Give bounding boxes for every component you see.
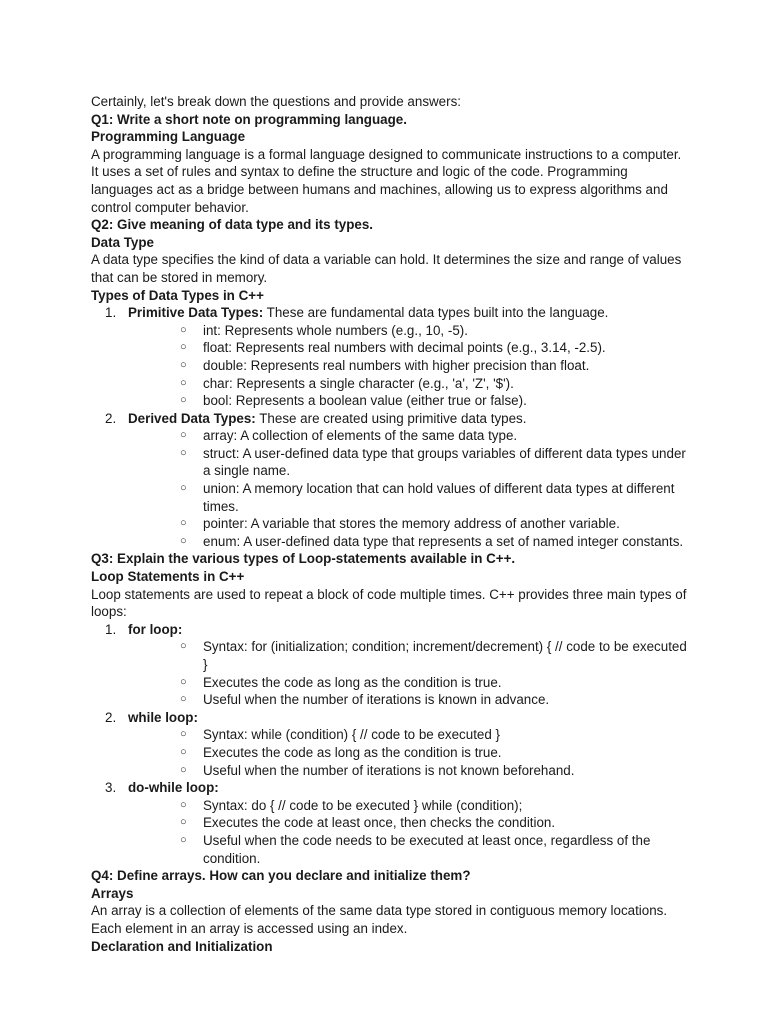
- q3-question: Q3: Explain the various types of Loop-statements available in C++.: [91, 551, 516, 567]
- list-number: 1.: [105, 621, 117, 637]
- sub-item: [128, 339, 691, 357]
- sub-item-text: array: A collection of elements of the same data type.: [203, 428, 518, 444]
- q2-types-heading: Types of Data Types in C++: [91, 287, 264, 303]
- list-number: 3.: [105, 780, 117, 796]
- list-number: 1.: [105, 305, 117, 321]
- document-page: [91, 93, 691, 955]
- sub-item-text: struct: A user-defined data type that groups variables of different data types under a single name.: [203, 445, 686, 479]
- bullet-icon: ○: [180, 798, 187, 811]
- sub-item: [128, 762, 691, 780]
- q2-body: A data type specifies the kind of data a variable can hold. It determines the size and range of values that can be stored in memory.: [91, 252, 682, 285]
- sub-item-text: Executes the code as long as the condition is true.: [203, 674, 502, 690]
- q3-loop-item: [91, 709, 691, 779]
- q1-question: Q1: Write a short note on programming language.: [91, 111, 407, 127]
- item-title: do-while loop:: [128, 780, 219, 796]
- bullet-icon: ○: [180, 763, 187, 776]
- sub-list: [128, 726, 691, 779]
- sub-item-text: float: Represents real numbers with decimal points (e.g., 3.14, -2.5).: [203, 340, 606, 356]
- sub-list: [128, 427, 691, 550]
- sub-item: [128, 533, 691, 551]
- q2-type-list: [91, 304, 691, 550]
- q1-heading: Programming Language: [91, 129, 246, 145]
- bullet-icon: ○: [180, 341, 187, 354]
- sub-item: [128, 832, 691, 867]
- q3-body: Loop statements are used to repeat a block of code multiple times. C++ provides three main types of loops:: [91, 586, 687, 620]
- bullet-icon: ○: [180, 816, 187, 829]
- sub-list: [128, 638, 691, 708]
- intro-text: Certainly, let's break down the questions and provide answers:: [91, 94, 462, 109]
- sub-item: [128, 638, 691, 673]
- bullet-icon: ○: [180, 517, 187, 530]
- q3-loop-list: [91, 621, 691, 867]
- q1-body: A programming language is a formal language designed to communicate instructions to a computer. It uses a set of rules and syntax to define the structure and logic of the code. Programming languages act as a bridge between humans and machines, allowing us to express algorithms and control computer behavior.: [91, 146, 682, 215]
- q4-subheading: Declaration and Initialization: [91, 938, 273, 954]
- sub-item: [128, 814, 691, 832]
- bullet-icon: ○: [180, 394, 187, 407]
- sub-item: [128, 480, 691, 515]
- sub-item-text: Syntax: while (condition) { // code to be executed }: [203, 727, 501, 743]
- list-number: 2.: [105, 410, 117, 426]
- bullet-icon: ○: [180, 482, 187, 495]
- sub-item-text: char: Represents a single character (e.g., 'a', 'Z', '$').: [203, 375, 514, 391]
- item-title: Derived Data Types:: [128, 410, 256, 426]
- sub-item-text: bool: Represents a boolean value (either true or false).: [203, 393, 527, 409]
- sub-item: [128, 375, 691, 393]
- item-desc: These are created using primitive data types.: [255, 410, 527, 426]
- item-title: while loop:: [128, 709, 198, 725]
- q3-heading: Loop Statements in C++: [91, 569, 245, 585]
- sub-item: [128, 445, 691, 480]
- sub-item: [128, 322, 691, 340]
- bullet-icon: ○: [180, 376, 187, 389]
- sub-item-text: pointer: A variable that stores the memory address of another variable.: [203, 516, 620, 532]
- sub-item: [128, 515, 691, 533]
- sub-item: [128, 691, 691, 709]
- sub-item-text: double: Represents real numbers with higher precision than float.: [203, 357, 590, 373]
- item-desc: These are fundamental data types built into the language.: [263, 305, 609, 321]
- bullet-icon: ○: [180, 675, 187, 688]
- sub-item: [128, 726, 691, 744]
- sub-item-text: Syntax: for (initialization; condition; increment/decrement) { // code to be executed }: [203, 639, 687, 672]
- sub-item: [128, 427, 691, 445]
- q4-heading: Arrays: [91, 885, 134, 901]
- q2-type-item: [91, 410, 691, 551]
- sub-item-text: Useful when the code needs to be executed at least once, regardless of the condition.: [203, 832, 651, 866]
- list-number: 2.: [105, 709, 117, 725]
- sub-item-text: Syntax: do { // code to be executed } while (condition);: [203, 797, 523, 813]
- q4-question: Q4: Define arrays. How can you declare and initialize them?: [91, 868, 471, 884]
- q3-loop-item: [91, 621, 691, 709]
- q2-type-item: [91, 304, 691, 410]
- q2-heading: Data Type: [91, 234, 155, 250]
- sub-item: [128, 357, 691, 375]
- sub-item-text: Useful when the number of iterations is known in advance.: [203, 692, 550, 708]
- bullet-icon: ○: [180, 728, 187, 741]
- item-title: Primitive Data Types:: [128, 305, 264, 321]
- sub-item: [128, 744, 691, 762]
- sub-item-text: Executes the code as long as the condition is true.: [203, 744, 502, 760]
- sub-item: [128, 674, 691, 692]
- sub-item: [128, 797, 691, 815]
- sub-item-text: Executes the code at least once, then checks the condition.: [203, 815, 556, 831]
- sub-item-text: enum: A user-defined data type that represents a set of named integer constants.: [203, 533, 684, 549]
- bullet-icon: ○: [180, 429, 187, 442]
- bullet-icon: ○: [180, 640, 187, 653]
- bullet-icon: ○: [180, 446, 187, 459]
- q3-loop-item: [91, 779, 691, 867]
- bullet-icon: ○: [180, 693, 187, 706]
- sub-item: [128, 392, 691, 410]
- bullet-icon: ○: [180, 323, 187, 336]
- bullet-icon: ○: [180, 833, 187, 846]
- sub-item-text: union: A memory location that can hold values of different data types at different times.: [203, 481, 675, 514]
- sub-item-text: int: Represents whole numbers (e.g., 10, -5).: [203, 322, 468, 338]
- item-title: for loop:: [128, 621, 183, 637]
- bullet-icon: ○: [180, 745, 187, 758]
- sub-list: [128, 322, 691, 410]
- bullet-icon: ○: [180, 534, 187, 547]
- q4-body: An array is a collection of elements of the same data type stored in contiguous memory locations. Each element in an array is accessed using an index.: [91, 903, 668, 936]
- sub-list: [128, 797, 691, 867]
- sub-item-text: Useful when the number of iterations is not known beforehand.: [203, 762, 575, 778]
- q2-question: Q2: Give meaning of data type and its types.: [91, 217, 374, 233]
- bullet-icon: ○: [180, 358, 187, 371]
